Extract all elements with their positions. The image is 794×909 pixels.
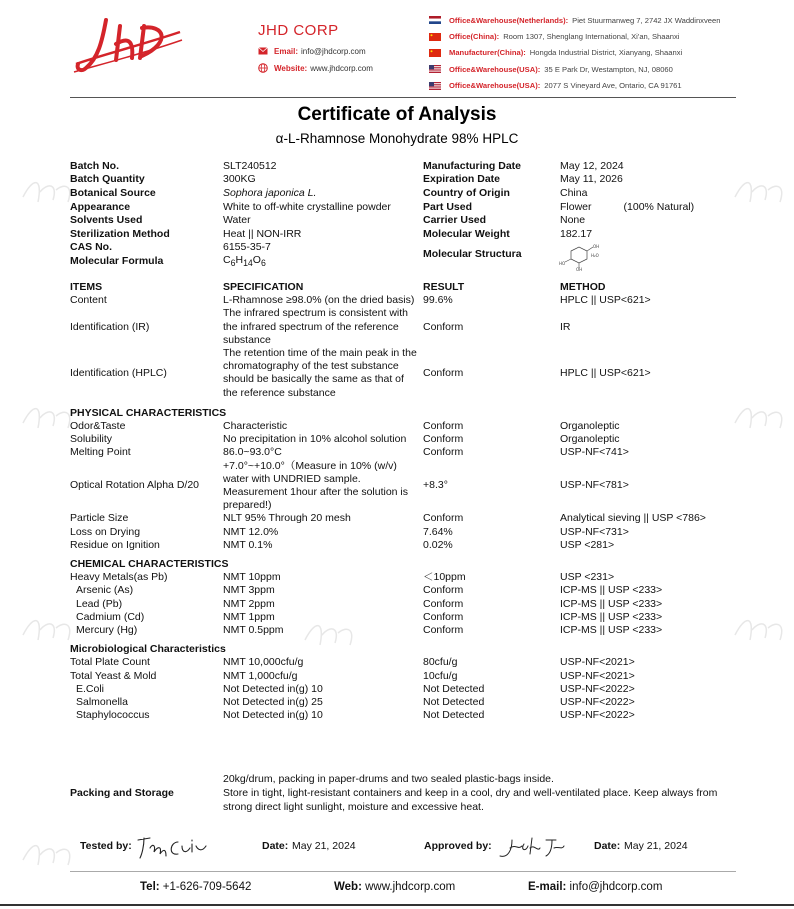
info-row	[70, 213, 750, 227]
header-divider	[70, 97, 736, 98]
part-note: (100% Natural)	[623, 200, 695, 213]
office-list	[429, 12, 791, 94]
micro-section-title: Microbiological Characteristics	[70, 643, 226, 656]
appearance-value: White to off-white crystalline powder	[223, 200, 391, 213]
test-method: USP <281>	[560, 538, 615, 551]
test-spec	[223, 433, 423, 446]
test-spec	[223, 460, 423, 513]
test-spec	[223, 420, 423, 433]
part-label: Part Used	[423, 200, 473, 213]
test-result: Conform	[423, 610, 464, 623]
spec-line: Not Detected in(g) 10	[223, 682, 323, 695]
email-label: Email:	[274, 46, 299, 56]
test-spec	[223, 656, 423, 669]
test-method: HPLC || USP<621>	[560, 366, 651, 379]
info-row	[70, 227, 750, 241]
mw-value: 182.17	[560, 227, 593, 240]
origin-value: China	[560, 186, 588, 199]
document-title: Certificate of Analysis	[297, 104, 497, 125]
test-result: Conform	[423, 624, 464, 637]
test-method: USP-NF<741>	[560, 446, 629, 459]
office-label: Manufacturer(China):	[449, 48, 526, 58]
office-label: Office&Warehouse(Netherlands):	[449, 15, 569, 25]
test-spec	[223, 526, 423, 539]
mfg-date-label: Manufacturing Date	[423, 159, 522, 172]
info-row	[70, 173, 750, 187]
test-result: 7.64%	[423, 525, 453, 538]
test-method: USP-NF<2022>	[560, 696, 635, 709]
formula-value: $C_6H_{14}O_6$	[223, 253, 266, 268]
test-spec	[223, 670, 423, 683]
footer-tel	[140, 881, 251, 893]
test-method: ICP-MS || USP <233>	[560, 610, 663, 623]
batch-qty-label: Batch Quantity	[70, 173, 145, 186]
batch-no-value: SLT240512	[223, 159, 277, 172]
test-item: Lead (Pb)	[76, 597, 123, 610]
office-address: Hongda Industrial District, Xianyang, Shaanxi	[529, 48, 683, 58]
chemical-section-title: CHEMICAL CHARACTERISTICS	[70, 558, 229, 571]
test-method: USP-NF<2021>	[560, 669, 635, 682]
test-result: Conform	[423, 597, 464, 610]
office-item	[429, 12, 791, 28]
test-spec	[223, 709, 423, 722]
test-result: Not Detected	[423, 709, 485, 722]
test-row	[70, 347, 750, 400]
test-item: Cadmium (Cd)	[76, 610, 145, 623]
watermark-logo-icon	[18, 610, 78, 650]
physical-tests	[70, 420, 750, 552]
test-result: Conform	[423, 320, 464, 333]
test-method: USP-NF<2022>	[560, 709, 635, 722]
approved-date-value: May 21, 2024	[624, 840, 688, 852]
svg-text:OH: OH	[593, 244, 600, 249]
info-row	[70, 186, 750, 200]
spec-line: chromatography of the test substance	[223, 360, 399, 373]
office-address: 35 E Park Dr, Westampton, NJ, 08060	[544, 64, 673, 74]
botanical-label: Botanical Source	[70, 186, 156, 199]
structure-label: Molecular Structura	[423, 248, 522, 261]
spec-line: The infrared spectrum is consistent with	[223, 307, 408, 320]
test-row	[70, 460, 750, 513]
test-method: ICP-MS || USP <233>	[560, 584, 663, 597]
test-results	[70, 281, 750, 723]
footer-email-label: E-mail:	[528, 881, 567, 893]
spec-line: No precipitation in 10% alcohol solution	[223, 433, 407, 446]
office-address: Piet Stuurmanweg 7, 2742 JX Waddinxveen	[572, 15, 721, 25]
test-result: 0.02%	[423, 538, 453, 551]
appearance-label: Appearance	[70, 200, 131, 213]
mfg-date-value: May 12, 2024	[560, 159, 624, 172]
spec-line: NMT 1ppm	[223, 610, 275, 623]
batch-qty-value: 300KG	[223, 173, 256, 186]
spec-line: Measurement 1hour after the solution is	[223, 486, 409, 499]
test-method: ICP-MS || USP <233>	[560, 624, 663, 637]
test-item: Content	[70, 294, 107, 307]
cas-value: 6155-35-7	[223, 241, 271, 254]
test-result: Conform	[423, 420, 464, 433]
watermark-logo-icon	[18, 835, 78, 875]
test-row	[70, 624, 750, 637]
physical-section-title: PHYSICAL CHARACTERISTICS	[70, 406, 227, 419]
test-result: Not Detected	[423, 682, 485, 695]
spec-line: 86.0~93.0°C	[223, 446, 282, 459]
test-row	[70, 571, 750, 584]
test-row	[70, 433, 750, 446]
test-item: Particle Size	[70, 512, 129, 525]
office-item	[429, 45, 791, 61]
approved-date-label: Date:	[594, 840, 621, 852]
test-result: Conform	[423, 446, 464, 459]
spec-line: NMT 0.1%	[223, 538, 273, 551]
test-row	[70, 294, 750, 307]
solvents-value: Water	[223, 214, 251, 227]
globe-icon	[258, 63, 268, 73]
test-spec	[223, 539, 423, 552]
sterilization-label: Sterilization Method	[70, 227, 170, 240]
spec-line: the reference substance	[223, 386, 336, 399]
company-logo-icon	[68, 12, 188, 84]
test-result: Conform	[423, 512, 464, 525]
spec-line: prepared!)	[223, 499, 272, 512]
spec-line: +7.0°~+10.0°（Measure in 10% (w/v)	[223, 459, 397, 472]
carrier-label: Carrier Used	[423, 214, 487, 227]
spec-line: NMT 1,000cfu/g	[223, 669, 298, 682]
packing-text	[223, 772, 723, 814]
office-label: Office&Warehouse(USA):	[449, 64, 541, 74]
watermark-logo-icon	[18, 398, 78, 438]
email-icon	[258, 46, 268, 56]
test-row	[70, 709, 750, 722]
test-item: Identification (HPLC)	[70, 366, 167, 379]
formula-label: Molecular Formula	[70, 254, 164, 267]
test-item: Staphylococcus	[76, 709, 150, 722]
test-result: 10cfu/g	[423, 669, 458, 682]
info-row	[70, 159, 750, 173]
test-spec	[223, 611, 423, 624]
test-item: Total Plate Count	[70, 656, 150, 669]
office-item	[429, 78, 791, 94]
china-flag-icon	[429, 33, 441, 41]
test-method: IR	[560, 320, 571, 333]
page-bottom-border	[0, 904, 794, 906]
test-item: Salmonella	[76, 696, 128, 709]
office-label: Office(China):	[449, 32, 500, 42]
office-address: Room 1307, Shenglang International, Xi'an, Shaanxi	[503, 32, 680, 42]
column-headers	[70, 281, 750, 294]
solvents-label: Solvents Used	[70, 214, 143, 227]
test-row	[70, 526, 750, 539]
test-item: E.Coli	[76, 682, 105, 695]
molecular-structure-icon	[559, 241, 605, 271]
spec-line: water with UNDRIED sample.	[223, 472, 361, 485]
spec-line: NMT 3ppm	[223, 584, 275, 597]
test-row	[70, 446, 750, 459]
test-item: Odor&Taste	[70, 420, 126, 433]
office-label: Office&Warehouse(USA):	[449, 81, 541, 91]
office-address: 2077 S Vineyard Ave, Ontario, CA 91761	[544, 81, 682, 91]
usa-flag-icon	[429, 65, 441, 73]
spec-line: substance	[223, 333, 271, 346]
test-item: Heavy Metals(as Pb)	[70, 571, 168, 584]
sterilization-value: Heat || NON-IRR	[223, 227, 302, 240]
company-name: JHD CORP	[258, 22, 339, 39]
product-info	[70, 159, 750, 271]
test-spec	[223, 512, 423, 525]
test-spec	[223, 347, 423, 400]
office-item	[429, 28, 791, 44]
company-email-line	[258, 46, 373, 56]
spec-line: NMT 2ppm	[223, 597, 275, 610]
test-item: Optical Rotation Alpha D/20	[70, 479, 199, 492]
cas-label: CAS No.	[70, 241, 112, 254]
test-spec	[223, 294, 423, 307]
svg-text:H₂O: H₂O	[591, 253, 599, 258]
botanical-value: Sophora japonica L.	[223, 186, 317, 199]
test-method: HPLC || USP<621>	[560, 294, 651, 307]
product-name: α-L-Rhamnose Monohydrate 98% HPLC	[275, 131, 519, 146]
spec-line: NMT 12.0%	[223, 525, 279, 538]
info-row	[70, 254, 750, 268]
test-method: ICP-MS || USP <233>	[560, 597, 663, 610]
test-spec	[223, 307, 423, 347]
test-result: 80cfu/g	[423, 656, 458, 669]
test-row	[70, 584, 750, 597]
test-method: Organoleptic	[560, 433, 620, 446]
info-row	[70, 200, 750, 214]
test-row	[70, 670, 750, 683]
batch-no-label: Batch No.	[70, 159, 120, 172]
test-spec	[223, 624, 423, 637]
packing-line: 20kg/drum, packing in paper-drums and two sealed plastic-bags inside.	[223, 773, 554, 785]
signature-row	[80, 832, 740, 862]
test-method: USP-NF<2021>	[560, 656, 635, 669]
test-result: Conform	[423, 584, 464, 597]
col-items: ITEMS	[70, 281, 103, 293]
test-method: USP-NF<731>	[560, 525, 629, 538]
exp-date-value: May 11, 2026	[560, 173, 623, 186]
spec-line: NLT 95% Through 20 mesh	[223, 512, 351, 525]
netherlands-flag-icon	[429, 16, 441, 24]
test-result: ＜10ppm	[423, 571, 466, 584]
test-result: Conform	[423, 433, 464, 446]
company-block	[258, 22, 373, 73]
watermark-logo-icon	[18, 172, 78, 212]
footer-web-value[interactable]: www.jhdcorp.com	[365, 881, 456, 893]
test-row	[70, 539, 750, 552]
part-value-group	[560, 201, 750, 213]
office-item	[429, 61, 791, 77]
spec-line: NMT 0.5ppm	[223, 624, 284, 637]
tested-date-value: May 21, 2024	[292, 840, 356, 852]
col-method: METHOD	[560, 281, 606, 293]
china-flag-icon	[429, 49, 441, 57]
test-item: Identification (IR)	[70, 320, 150, 333]
part-value: Flower	[560, 200, 592, 213]
footer-tel-label: Tel:	[140, 881, 160, 893]
test-item: Total Yeast & Mold	[70, 669, 157, 682]
test-spec	[223, 696, 423, 709]
packing-storage	[70, 772, 750, 814]
test-method: Analytical sieving || USP <786>	[560, 512, 706, 525]
test-spec	[223, 683, 423, 696]
footer-email	[528, 881, 662, 893]
test-row	[70, 696, 750, 709]
footer-divider	[70, 871, 736, 872]
test-result: Conform	[423, 366, 464, 379]
spec-line: Not Detected in(g) 25	[223, 696, 323, 709]
test-item: Solubility	[70, 433, 113, 446]
test-item: Loss on Drying	[70, 525, 141, 538]
approved-by-label: Approved by:	[424, 840, 492, 852]
test-spec	[223, 571, 423, 584]
test-item: Residue on Ignition	[70, 538, 160, 551]
footer-tel-value[interactable]: +1-626-709-5642	[162, 881, 252, 893]
col-result: RESULT	[423, 281, 465, 293]
tester-signature-icon	[136, 832, 208, 862]
test-result: 99.6%	[423, 294, 453, 307]
test-method: Organoleptic	[560, 420, 620, 433]
spec-line: Characteristic	[223, 420, 288, 433]
test-method: USP <231>	[560, 571, 615, 584]
carrier-value: None	[560, 214, 586, 227]
svg-text:OH: OH	[576, 267, 583, 271]
packing-line: Store in tight, light-resistant containers and keep in a cool, dry and well-ventilated place. Keep always from	[223, 787, 718, 799]
test-method: USP-NF<781>	[560, 479, 629, 492]
spec-line: NMT 10,000cfu/g	[223, 656, 304, 669]
company-email[interactable]: info@jhdcorp.com	[301, 46, 366, 56]
approver-signature-icon	[498, 832, 566, 862]
test-row	[70, 611, 750, 624]
spec-line: should be basically the same as that of	[223, 373, 404, 386]
test-spec	[223, 598, 423, 611]
footer-web-label: Web:	[334, 881, 362, 893]
test-result: Not Detected	[423, 696, 485, 709]
test-row	[70, 307, 750, 347]
test-row	[70, 512, 750, 525]
footer-email-value[interactable]: info@jhdcorp.com	[569, 881, 663, 893]
company-website-line	[258, 63, 373, 73]
spec-line: NMT 10ppm	[223, 571, 281, 584]
origin-label: Country of Origin	[423, 186, 510, 199]
company-website[interactable]: www.jhdcorp.com	[310, 63, 373, 73]
exp-date-label: Expiration Date	[423, 173, 501, 186]
test-item: Arsenic (As)	[76, 584, 134, 597]
spec-line: the infrared spectrum of the reference	[223, 320, 399, 333]
test-row	[70, 656, 750, 669]
test-row	[70, 420, 750, 433]
test-item: Melting Point	[70, 446, 131, 459]
packing-label: Packing and Storage	[70, 787, 174, 799]
spec-line: L-Rhamnose ≥98.0% (on the dried basis)	[223, 294, 415, 307]
mw-label: Molecular Weight	[423, 227, 510, 240]
tested-by-label: Tested by:	[80, 840, 132, 852]
packing-line: strong direct light sunlight, moisture and excessive heat.	[223, 801, 484, 813]
chemical-tests	[70, 571, 750, 637]
spec-line: Not Detected in(g) 10	[223, 709, 323, 722]
test-row	[70, 598, 750, 611]
tested-date-label: Date:	[262, 840, 289, 852]
test-item: Mercury (Hg)	[76, 624, 138, 637]
svg-text:HO: HO	[559, 261, 566, 266]
main-tests	[70, 294, 750, 400]
test-spec	[223, 584, 423, 597]
micro-tests	[70, 656, 750, 722]
col-spec: SPECIFICATION	[223, 281, 304, 293]
test-method: USP-NF<2022>	[560, 682, 635, 695]
usa-flag-icon	[429, 82, 441, 90]
footer-web	[334, 881, 455, 893]
test-row	[70, 683, 750, 696]
website-label: Website:	[274, 63, 308, 73]
test-spec	[223, 446, 423, 459]
test-result: +8.3°	[423, 479, 448, 492]
spec-line: The retention time of the main peak in the	[223, 347, 417, 360]
